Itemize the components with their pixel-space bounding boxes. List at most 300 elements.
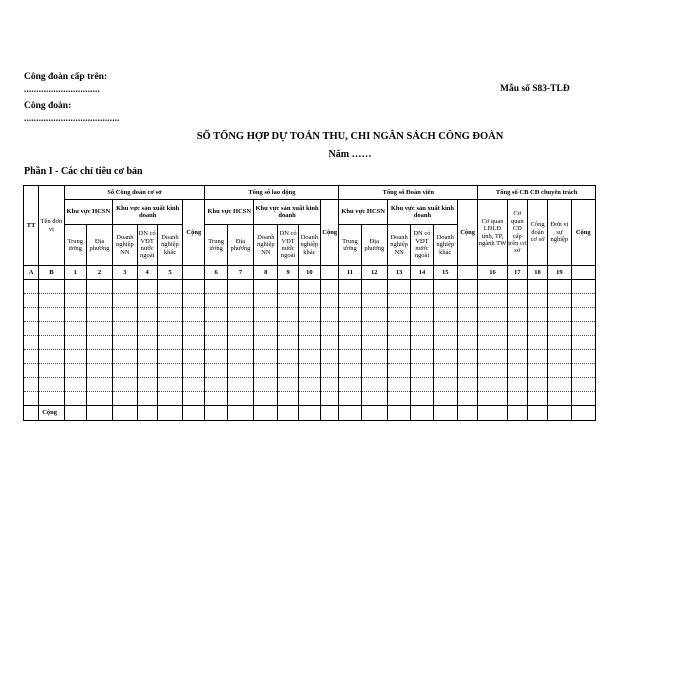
table-cell	[527, 406, 547, 421]
table-cell	[387, 322, 410, 336]
table-cell	[254, 392, 278, 406]
total-row	[24, 406, 596, 421]
table-cell	[113, 336, 137, 350]
subheader-central: Trung ương	[339, 225, 361, 266]
table-cell	[548, 280, 571, 294]
table-cell	[298, 392, 320, 406]
column-number-cell: 16	[478, 266, 507, 280]
table-cell	[205, 322, 227, 336]
table-cell	[254, 378, 278, 392]
table-cell	[339, 336, 361, 350]
table-cell	[278, 308, 298, 322]
table-cell	[205, 308, 227, 322]
table-cell	[339, 392, 361, 406]
table-cell	[433, 308, 457, 322]
table-cell	[527, 308, 547, 322]
table-cell	[571, 308, 596, 322]
table-cell	[113, 350, 137, 364]
parent-union-label: Công đoàn cấp trên:	[24, 72, 108, 82]
table-cell	[507, 406, 527, 421]
table-cell	[227, 294, 253, 308]
table-cell	[298, 336, 320, 350]
table-cell	[254, 322, 278, 336]
subheader-sxkd: Khu vực sản xuất kinh doanh	[387, 200, 457, 225]
table-cell	[387, 378, 410, 392]
table-row	[24, 392, 596, 406]
table-cell	[137, 308, 157, 322]
column-number-cell: 5	[157, 266, 182, 280]
table-cell	[571, 294, 596, 308]
subheader-sxkd: Khu vực sản xuất kinh doanh	[113, 200, 183, 225]
table-row	[24, 322, 596, 336]
table-cell	[527, 322, 547, 336]
table-cell	[278, 406, 298, 421]
table-cell	[278, 294, 298, 308]
table-cell	[157, 406, 182, 421]
table-cell	[278, 280, 298, 294]
table-cell	[527, 364, 547, 378]
column-number-cell: 9	[278, 266, 298, 280]
table-cell	[457, 392, 477, 406]
table-cell	[137, 322, 157, 336]
table-cell	[205, 336, 227, 350]
group-header-members: Tổng số Đoàn viên	[339, 186, 478, 200]
table-cell	[548, 294, 571, 308]
table-cell	[548, 364, 571, 378]
table-cell	[39, 280, 64, 294]
table-cell	[339, 364, 361, 378]
table-cell	[24, 406, 39, 421]
table-cell	[321, 406, 339, 421]
table-cell	[411, 308, 433, 322]
table-cell	[157, 294, 182, 308]
subheader-hcsn: Khu vực HCSN	[339, 200, 388, 225]
table-cell	[339, 308, 361, 322]
table-cell	[278, 322, 298, 336]
table-cell	[39, 378, 64, 392]
table-cell	[205, 406, 227, 421]
table-cell	[86, 280, 112, 294]
table-cell	[86, 392, 112, 406]
table-cell	[298, 294, 320, 308]
table-cell	[86, 322, 112, 336]
table-cell	[411, 336, 433, 350]
table-cell	[254, 294, 278, 308]
table-cell	[113, 280, 137, 294]
table-cell	[227, 322, 253, 336]
table-cell	[39, 336, 64, 350]
table-cell	[457, 322, 477, 336]
table-cell	[527, 392, 547, 406]
subheader-central: Trung ương	[64, 225, 86, 266]
parent-union-dots: ...............................	[24, 84, 100, 94]
table-cell	[298, 350, 320, 364]
column-number-cell	[321, 266, 339, 280]
table-cell	[64, 392, 86, 406]
table-cell	[361, 322, 387, 336]
table-cell	[411, 364, 433, 378]
table-cell	[183, 392, 205, 406]
column-number-cell: B	[39, 266, 64, 280]
table-cell	[137, 406, 157, 421]
table-cell	[254, 406, 278, 421]
group-header-union-count: Số Công đoàn cơ sở	[64, 186, 205, 200]
table-cell	[86, 378, 112, 392]
table-cell	[24, 336, 39, 350]
table-cell	[548, 406, 571, 421]
table-cell	[361, 294, 387, 308]
table-cell	[507, 308, 527, 322]
table-cell	[157, 336, 182, 350]
column-number-cell: 8	[254, 266, 278, 280]
table-cell	[137, 364, 157, 378]
table-cell	[433, 392, 457, 406]
table-cell	[507, 294, 527, 308]
column-number-cell	[571, 266, 596, 280]
table-cell	[298, 364, 320, 378]
table-cell	[157, 322, 182, 336]
table-cell	[183, 364, 205, 378]
table-cell	[339, 406, 361, 421]
table-cell	[433, 364, 457, 378]
table-cell	[278, 364, 298, 378]
table-cell	[571, 322, 596, 336]
table-cell	[205, 392, 227, 406]
budget-summary-table	[23, 185, 596, 421]
column-number-cell: 13	[387, 266, 410, 280]
table-cell	[64, 364, 86, 378]
column-number-cell: 1	[64, 266, 86, 280]
table-cell	[548, 392, 571, 406]
table-cell	[361, 336, 387, 350]
table-cell	[157, 378, 182, 392]
table-cell	[137, 280, 157, 294]
table-cell	[254, 336, 278, 350]
table-cell	[137, 350, 157, 364]
table-cell	[478, 350, 507, 364]
table-cell	[64, 308, 86, 322]
group-header-workers: Tổng số lao động	[205, 186, 339, 200]
table-cell	[86, 350, 112, 364]
table-cell	[507, 336, 527, 350]
table-cell	[205, 364, 227, 378]
table-cell	[227, 308, 253, 322]
table-cell	[86, 294, 112, 308]
table-cell	[113, 364, 137, 378]
table-cell	[387, 336, 410, 350]
table-cell	[183, 322, 205, 336]
table-cell	[478, 308, 507, 322]
subheader-local: Địa phương	[86, 225, 112, 266]
table-cell	[571, 392, 596, 406]
table-cell	[137, 294, 157, 308]
table-cell	[339, 378, 361, 392]
table-cell	[433, 350, 457, 364]
table-cell	[478, 364, 507, 378]
subheader-cq-cd: Cơ quan CĐ cấp trên cơ sở	[507, 200, 527, 266]
table-cell	[227, 350, 253, 364]
table-cell	[478, 378, 507, 392]
column-number-cell: 2	[86, 266, 112, 280]
table-cell	[183, 280, 205, 294]
table-cell	[321, 280, 339, 294]
table-cell	[254, 280, 278, 294]
column-number-cell: 11	[339, 266, 361, 280]
table-cell	[137, 378, 157, 392]
column-number-cell: 10	[298, 266, 320, 280]
table-cell	[507, 350, 527, 364]
table-cell	[298, 406, 320, 421]
subheader-local: Địa phương	[361, 225, 387, 266]
column-number-cell: 14	[411, 266, 433, 280]
table-cell	[183, 336, 205, 350]
table-cell	[411, 294, 433, 308]
table-cell	[361, 406, 387, 421]
table-cell	[86, 406, 112, 421]
column-number-cell: 3	[113, 266, 137, 280]
table-cell	[227, 406, 253, 421]
table-cell	[205, 280, 227, 294]
table-cell	[361, 392, 387, 406]
subheader-total: Cộng	[183, 200, 205, 266]
table-cell	[527, 378, 547, 392]
subheader-other-enterprise: Doanh nghiệp khác	[298, 225, 320, 266]
table-cell	[321, 378, 339, 392]
subheader-central: Trung ương	[205, 225, 227, 266]
table-cell	[278, 336, 298, 350]
subheader-fdi-enterprise: DN có VĐT nước ngoài	[137, 225, 157, 266]
table-cell	[339, 294, 361, 308]
table-cell	[113, 406, 137, 421]
subheader-hcsn: Khu vực HCSN	[205, 200, 254, 225]
table-cell	[433, 336, 457, 350]
table-cell	[64, 280, 86, 294]
column-number-cell	[183, 266, 205, 280]
table-row	[24, 364, 596, 378]
table-cell	[433, 294, 457, 308]
total-label: Cộng	[39, 406, 64, 421]
table-cell	[548, 378, 571, 392]
table-cell	[298, 308, 320, 322]
col-name-header: Tên đơn vị	[39, 186, 64, 266]
form-code: Mẫu số S83-TLĐ	[500, 84, 570, 94]
table-cell	[507, 392, 527, 406]
table-cell	[64, 406, 86, 421]
subheader-total: Cộng	[571, 200, 596, 266]
table-cell	[411, 322, 433, 336]
table-cell	[433, 280, 457, 294]
table-cell	[433, 322, 457, 336]
table-cell	[321, 392, 339, 406]
table-row	[24, 294, 596, 308]
table-cell	[478, 336, 507, 350]
table-cell	[457, 350, 477, 364]
table-cell	[254, 350, 278, 364]
table-cell	[227, 392, 253, 406]
table-cell	[24, 308, 39, 322]
table-cell	[205, 378, 227, 392]
table-cell	[387, 350, 410, 364]
table-cell	[298, 378, 320, 392]
table-cell	[433, 406, 457, 421]
table-cell	[457, 336, 477, 350]
table-cell	[157, 350, 182, 364]
column-number-cell: 17	[507, 266, 527, 280]
table-cell	[254, 364, 278, 378]
table-row	[24, 378, 596, 392]
table-cell	[387, 294, 410, 308]
table-cell	[411, 280, 433, 294]
table-cell	[64, 336, 86, 350]
table-cell	[183, 378, 205, 392]
table-cell	[457, 308, 477, 322]
table-cell	[113, 294, 137, 308]
table-cell	[548, 350, 571, 364]
table-cell	[227, 280, 253, 294]
table-cell	[64, 322, 86, 336]
table-cell	[39, 350, 64, 364]
table-cell	[113, 308, 137, 322]
table-cell	[527, 336, 547, 350]
table-cell	[278, 378, 298, 392]
table-cell	[278, 350, 298, 364]
table-cell	[478, 392, 507, 406]
table-cell	[571, 378, 596, 392]
column-number-cell: 7	[227, 266, 253, 280]
table-cell	[137, 336, 157, 350]
year-line: Năm ……	[328, 149, 372, 160]
table-cell	[24, 378, 39, 392]
table-cell	[205, 294, 227, 308]
subheader-total: Cộng	[457, 200, 477, 266]
table-cell	[137, 392, 157, 406]
column-number-cell	[457, 266, 477, 280]
table-cell	[298, 322, 320, 336]
table-cell	[39, 294, 64, 308]
column-number-cell: 6	[205, 266, 227, 280]
table-row	[24, 280, 596, 294]
table-cell	[39, 392, 64, 406]
table-cell	[86, 364, 112, 378]
table-cell	[157, 308, 182, 322]
table-cell	[527, 294, 547, 308]
table-cell	[478, 322, 507, 336]
table-cell	[507, 322, 527, 336]
table-cell	[183, 294, 205, 308]
table-cell	[571, 364, 596, 378]
table-cell	[507, 378, 527, 392]
table-cell	[39, 364, 64, 378]
table-cell	[411, 378, 433, 392]
table-cell	[321, 294, 339, 308]
column-number-cell: 15	[433, 266, 457, 280]
table-cell	[457, 406, 477, 421]
subheader-fdi-enterprise: DN có VĐT nước ngoài	[411, 225, 433, 266]
table-cell	[507, 364, 527, 378]
table-cell	[183, 406, 205, 421]
column-number-cell: 4	[137, 266, 157, 280]
table-cell	[571, 336, 596, 350]
table-cell	[24, 392, 39, 406]
union-dots: .......................................	[24, 113, 120, 123]
table-cell	[571, 280, 596, 294]
col-tt-header: TT	[24, 186, 39, 266]
table-cell	[339, 350, 361, 364]
table-cell	[433, 378, 457, 392]
subheader-cdcs: Công đoàn cơ sở	[527, 200, 547, 266]
table-cell	[227, 336, 253, 350]
table-cell	[64, 350, 86, 364]
table-cell	[457, 378, 477, 392]
table-cell	[548, 308, 571, 322]
table-cell	[157, 392, 182, 406]
table-cell	[339, 322, 361, 336]
column-number-cell: 18	[527, 266, 547, 280]
table-cell	[321, 336, 339, 350]
table-cell	[527, 280, 547, 294]
table-cell	[387, 406, 410, 421]
table-cell	[157, 280, 182, 294]
table-cell	[227, 364, 253, 378]
table-cell	[24, 364, 39, 378]
table-cell	[548, 322, 571, 336]
table-cell	[527, 350, 547, 364]
table-cell	[457, 280, 477, 294]
table-row	[24, 308, 596, 322]
table-cell	[24, 350, 39, 364]
table-cell	[86, 308, 112, 322]
table-cell	[157, 364, 182, 378]
part-title: Phần I - Các chỉ tiêu cơ bản	[24, 166, 143, 177]
column-number-cell: 19	[548, 266, 571, 280]
table-cell	[387, 280, 410, 294]
subheader-hcsn: Khu vực HCSN	[64, 200, 113, 225]
table-cell	[64, 378, 86, 392]
subheader-state-enterprise: Doanh nghiệp NN	[254, 225, 278, 266]
subheader-fdi-enterprise: DN có VĐT nước ngoài	[278, 225, 298, 266]
table-cell	[227, 378, 253, 392]
table-cell	[387, 308, 410, 322]
subheader-local: Địa phương	[227, 225, 253, 266]
table-cell	[478, 280, 507, 294]
table-cell	[113, 378, 137, 392]
group-header-staff: Tổng số CB CĐ chuyên trách	[478, 186, 596, 200]
table-cell	[478, 406, 507, 421]
subheader-dvsn: Đơn vị sự nghiệp	[548, 200, 571, 266]
table-cell	[361, 308, 387, 322]
subheader-total: Cộng	[321, 200, 339, 266]
table-row	[24, 350, 596, 364]
page-title: SỔ TỔNG HỢP DỰ TOÁN THU, CHI NGÂN SÁCH CÔNG ĐOÀN	[196, 131, 504, 142]
table-cell	[548, 336, 571, 350]
table-cell	[411, 406, 433, 421]
table-cell	[321, 350, 339, 364]
table-cell	[113, 322, 137, 336]
table-cell	[113, 392, 137, 406]
table-cell	[321, 322, 339, 336]
subheader-other-enterprise: Doanh nghiệp khác	[433, 225, 457, 266]
table-cell	[457, 364, 477, 378]
table-cell	[571, 350, 596, 364]
table-cell	[361, 280, 387, 294]
subheader-state-enterprise: Doanh nghiệp NN	[113, 225, 137, 266]
table-cell	[205, 350, 227, 364]
table-cell	[298, 280, 320, 294]
table-cell	[183, 350, 205, 364]
table-cell	[387, 364, 410, 378]
column-number-row	[24, 266, 596, 280]
table-cell	[183, 308, 205, 322]
